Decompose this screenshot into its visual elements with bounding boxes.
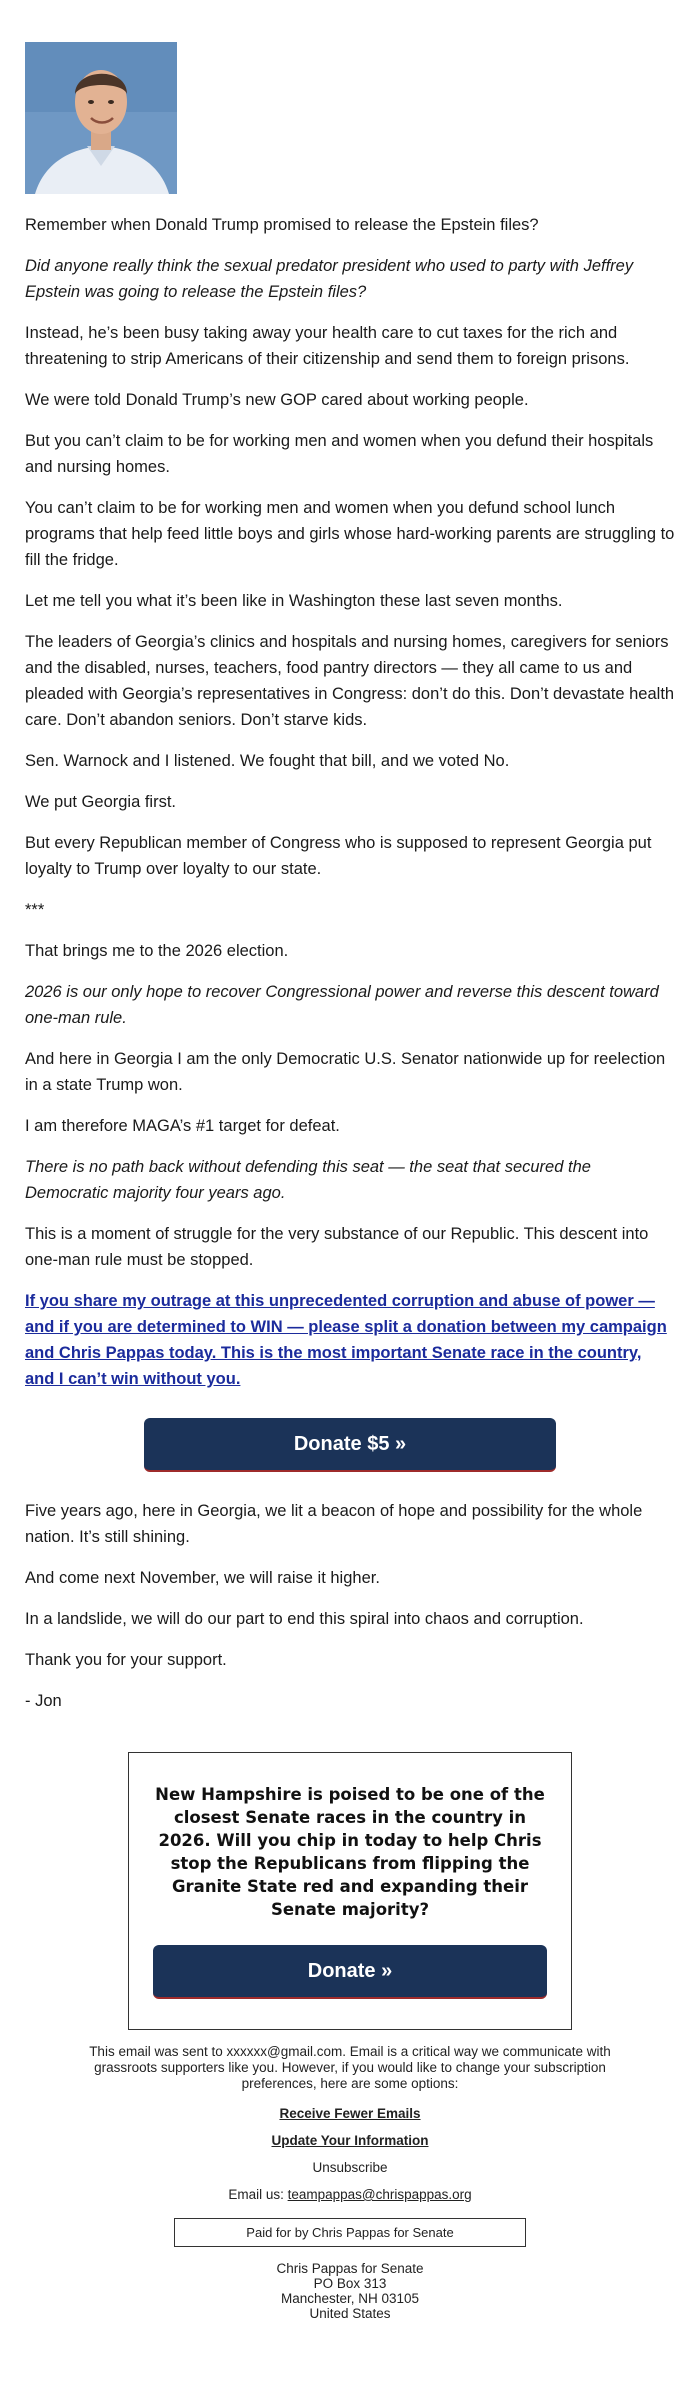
paragraph: You can’t claim to be for working men and women when you defund school lunch programs that help feed little boys and girls whose hard-working parents are struggling to fill the fridge. bbox=[25, 499, 675, 569]
paid-for-disclaimer: Paid for by Chris Pappas for Senate bbox=[174, 2218, 526, 2247]
promo-donate-button[interactable]: Donate » bbox=[153, 1945, 547, 1999]
paragraph: That brings me to the 2026 election. bbox=[25, 942, 289, 960]
paragraph: Five years ago, here in Georgia, we lit a beacon of hope and possibility for the whole nation. It’s still shining. bbox=[25, 1502, 643, 1546]
email-us-label: Email us: bbox=[228, 2187, 284, 2202]
paragraph: I am therefore MAGA’s #1 target for defeat. bbox=[25, 1117, 340, 1135]
mailing-address bbox=[70, 2261, 630, 2345]
signature: - Jon bbox=[25, 1692, 62, 1710]
paragraph: Thank you for your support. bbox=[25, 1651, 227, 1669]
paragraph: In a landslide, we will do our part to end this spiral into chaos and corruption. bbox=[25, 1610, 584, 1628]
paragraph: We were told Donald Trump’s new GOP cared about working people. bbox=[25, 391, 529, 409]
paragraph: And come next November, we will raise it higher. bbox=[25, 1569, 380, 1587]
footer bbox=[0, 2030, 700, 2345]
paragraph: Instead, he’s been busy taking away your health care to cut taxes for the rich and threatening to strip Americans of their citizenship and send them to foreign prisons. bbox=[25, 324, 630, 368]
paragraph: We put Georgia first. bbox=[25, 793, 177, 811]
section-divider: *** bbox=[25, 901, 45, 919]
address-line: Manchester, NH 03105 bbox=[280, 2291, 420, 2306]
portrait-photo bbox=[25, 42, 177, 194]
email-us-line bbox=[70, 2187, 630, 2202]
paragraph: And here in Georgia I am the only Democratic U.S. Senator nationwide up for reelection in a state Trump won. bbox=[25, 1050, 666, 1094]
donation-appeal-link[interactable]: If you share my outrage at this unprecedented corruption and abuse of power — and if you are determined to WIN — please split a donation between my campaign and Chris Pappas today. This is the most important Senate race in the country, and I can’t win without you. bbox=[25, 1292, 667, 1388]
paragraph: But you can’t claim to be for working men and women when you defund their hospitals and nursing homes. bbox=[25, 432, 654, 476]
donate-button-row bbox=[25, 1418, 675, 1472]
paragraph: There is no path back without defending this seat — the seat that secured the Democratic majority four years ago. bbox=[25, 1158, 591, 1202]
paragraph: 2026 is our only hope to recover Congressional power and reverse this descent toward one-man rule. bbox=[25, 983, 659, 1027]
promo-text: New Hampshire is poised to be one of the closest Senate races in the country in 2026. Will you chip in today to help Chris stop the Republicans from flipping the Granite State red and expanding their Senate majority? bbox=[155, 1785, 545, 1919]
paragraph: Sen. Warnock and I listened. We fought that bill, and we voted No. bbox=[25, 752, 510, 770]
unsubscribe-link[interactable]: Unsubscribe bbox=[312, 2160, 388, 2175]
paragraph: Let me tell you what it’s been like in Washington these last seven months. bbox=[25, 592, 563, 610]
promo-box bbox=[128, 1752, 572, 2030]
address-line: PO Box 313 bbox=[313, 2276, 387, 2291]
paragraph: Did anyone really think the sexual predator president who used to party with Jeffrey Epstein was going to release the Epstein files? bbox=[25, 257, 634, 301]
paragraph: Remember when Donald Trump promised to release the Epstein files? bbox=[25, 216, 539, 234]
paragraph: This is a moment of struggle for the very substance of our Republic. This descent into one-man rule must be stopped. bbox=[25, 1225, 649, 1269]
update-information-link[interactable]: Update Your Information bbox=[271, 2133, 429, 2148]
paragraph: The leaders of Georgia’s clinics and hospitals and nursing homes, caregivers for seniors and the disabled, nurses, teachers, food pantry directors — they all came to us and pleaded with Georgia’s representatives in Congress: don’t do this. Don’t devastate health care. Don’t abandon seniors. Don’t starve kids. bbox=[25, 633, 675, 729]
portrait-icon bbox=[25, 42, 177, 194]
address-line: United States bbox=[309, 2306, 391, 2321]
receive-fewer-emails-link[interactable]: Receive Fewer Emails bbox=[279, 2106, 421, 2121]
paragraph: But every Republican member of Congress who is supposed to represent Georgia put loyalty to Trump over loyalty to our state. bbox=[25, 834, 652, 878]
footer-notice: This email was sent to xxxxxx@gmail.com. Email is a critical way we communicate with grassroots supporters like you. However, if you would like to change your subscription preferences, here are some options: bbox=[89, 2044, 611, 2091]
message-paragraphs bbox=[25, 212, 675, 1273]
email-us-address-link[interactable]: teampappas@chrispappas.org bbox=[287, 2187, 472, 2202]
address-line: Chris Pappas for Senate bbox=[276, 2261, 424, 2276]
closing-paragraphs bbox=[25, 1498, 675, 1714]
donate-5-button[interactable]: Donate $5 » bbox=[144, 1418, 556, 1472]
